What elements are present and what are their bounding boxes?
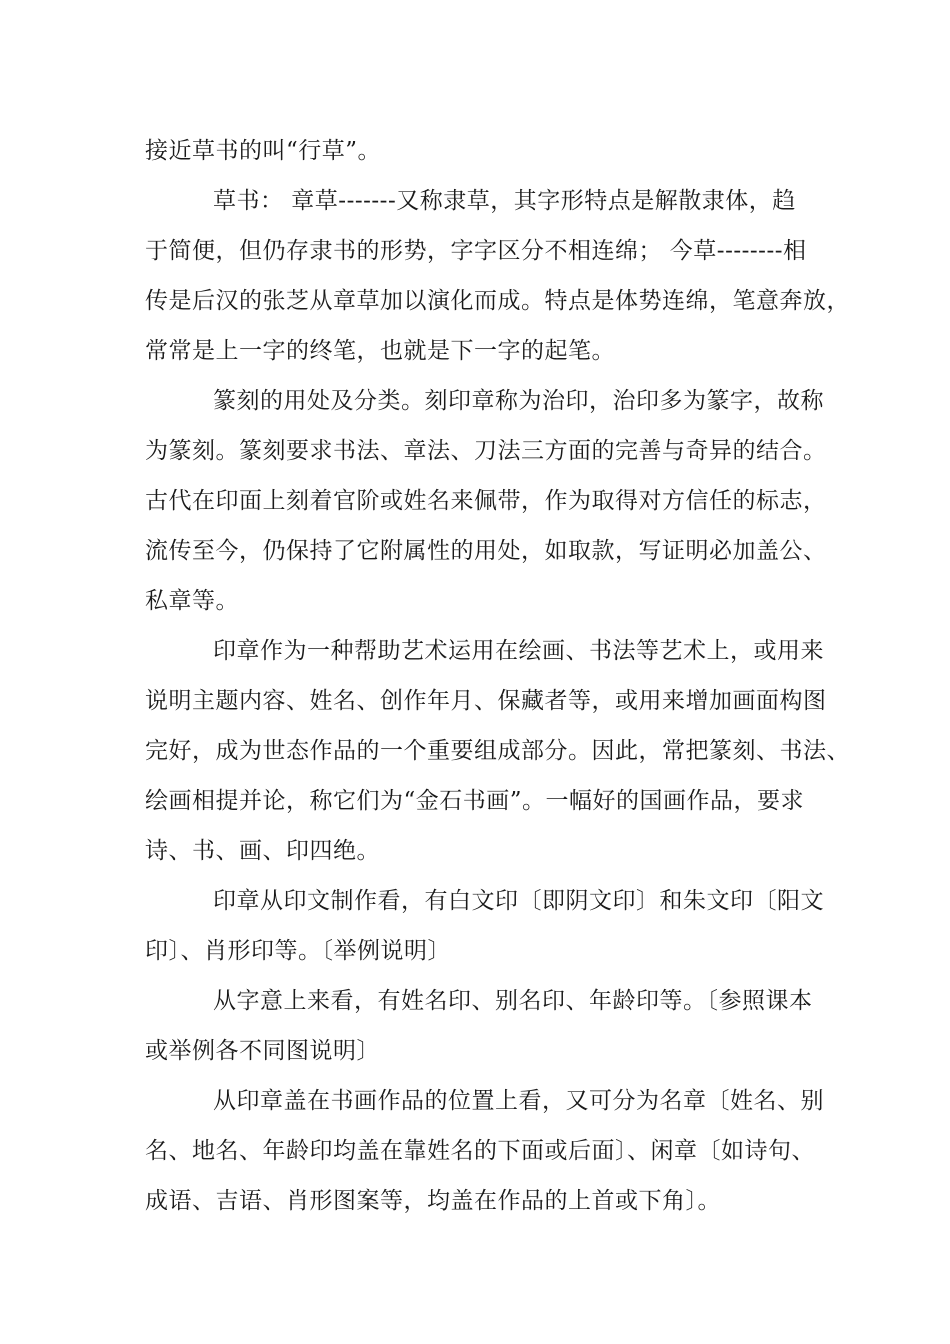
text-line: 为篆刻。篆刻要求书法、章法、刀法三方面的完善与奇异的结合。 — [145, 438, 827, 464]
text-line: 接近草书的叫“行草”。 — [145, 138, 382, 164]
text-line: 诗、书、画、印四绝。 — [145, 838, 380, 864]
text-line: 从字意上来看，有姓名印、别名印、年龄印等。〔参照课本 — [213, 988, 813, 1014]
text-line: 流传至今，仍保持了它附属性的用处，如取款，写证明必加盖公、 — [145, 538, 827, 564]
text-line: 印章从印文制作看，有白文印〔即阴文印〕和朱文印〔阳文 — [213, 888, 824, 914]
text-line: 草书： 章草-------又称隶草，其字形特点是解散隶体，趋 — [213, 188, 796, 214]
text-line: 或举例各不同图说明〕 — [145, 1038, 380, 1064]
text-line: 名、地名、年龄印均盖在靠姓名的下面或后面〕、闲章〔如诗句、 — [145, 1138, 815, 1164]
text-line: 说明主题内容、姓名、创作年月、保藏者等，或用来增加画面构图 — [145, 688, 827, 714]
text-line: 印〕、肖形印等。〔举例说明〕 — [145, 938, 451, 964]
text-line: 完好，成为世态作品的一个重要组成部分。因此，常把篆刻、书法、 — [145, 738, 850, 764]
text-line: 印章作为一种帮助艺术运用在绘画、书法等艺术上，或用来 — [213, 638, 824, 664]
text-line: 传是后汉的张芝从章草加以演化而成。特点是体势连绵，笔意奔放， — [145, 288, 850, 314]
text-line: 篆刻的用处及分类。刻印章称为治印，治印多为篆字，故称 — [213, 388, 824, 414]
text-line: 从印章盖在书画作品的位置上看，又可分为名章〔姓名、别 — [213, 1088, 824, 1114]
text-line: 私章等。 — [145, 588, 239, 614]
text-line: 成语、吉语、肖形图案等，均盖在作品的上首或下角〕。 — [145, 1188, 721, 1214]
text-line: 绘画相提并论，称它们为“金石书画”。一幅好的国画作品，要求 — [145, 788, 805, 814]
text-line: 常常是上一字的终笔，也就是下一字的起笔。 — [145, 338, 615, 364]
text-line: 于简便，但仍存隶书的形势，字字区分不相连绵； 今草--------相 — [145, 238, 807, 264]
text-line: 古代在印面上刻着官阶或姓名来佩带，作为取得对方信任的标志， — [145, 488, 827, 514]
